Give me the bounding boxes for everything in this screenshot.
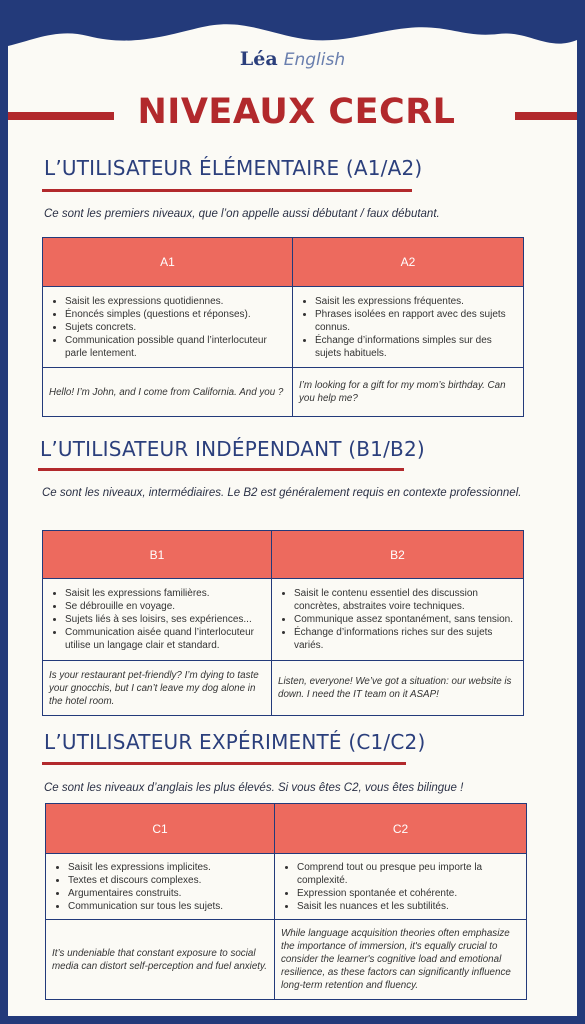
level-header-b1: B1 xyxy=(43,531,272,579)
skills-cell xyxy=(272,579,524,661)
level-table-b xyxy=(42,530,524,716)
list-item: • Saisit les expressions familières. xyxy=(65,587,265,600)
example-sentence: While language acquisition theories often emphasize the importance of immersion, it's equally crucial to consider the learner's cognitive load and emotional resilience, as these factors can significantly influence long-term retention and fluency. xyxy=(275,920,527,1000)
section-heading-independent: L’UTILISATEUR INDÉPENDANT (B1/B2) xyxy=(40,437,425,461)
list-item: • Énoncés simples (questions et réponses). xyxy=(65,308,286,321)
list-item: • Communication aisée quand l’interlocuteur utilise un langage clair et standard. xyxy=(65,626,265,652)
level-table-a xyxy=(42,237,524,417)
section-intro: Ce sont les niveaux d’anglais les plus élevés. Si vous êtes C2, vous êtes bilingue ! xyxy=(44,782,464,794)
list-item: • Sujets liés à ses loisirs, ses expériences... xyxy=(65,613,265,626)
section-intro: Ce sont les premiers niveaux, que l’on appelle aussi débutant / faux débutant. xyxy=(44,208,440,220)
list-item: • Argumentaires construits. xyxy=(68,887,268,900)
level-header-c2: C2 xyxy=(275,804,527,854)
list-item: • Comprend tout ou presque peu importe la complexité. xyxy=(297,861,520,887)
skills-cell xyxy=(275,854,527,920)
section-heading-elementary: L’UTILISATEUR ÉLÉMENTAIRE (A1/A2) xyxy=(44,156,423,180)
section-rule xyxy=(38,468,404,471)
example-sentence: Listen, everyone! We’ve got a situation: our website is down. I need the IT team on it ASAP! xyxy=(272,661,524,716)
skills-cell xyxy=(46,854,275,920)
list-item: • Échange d’informations simples sur des sujets habituels. xyxy=(315,334,517,360)
infographic-card xyxy=(8,0,577,1016)
section-intro: Ce sont les niveaux, intermédiaires. Le B2 est généralement requis en contexte professionnel. xyxy=(42,487,522,499)
list-item: • Saisit les expressions fréquentes. xyxy=(315,295,517,308)
level-header-a1: A1 xyxy=(43,238,293,287)
list-item: • Saisit le contenu essentiel des discussion concrètes, abstraites voire techniques. xyxy=(294,587,517,613)
list-item: • Phrases isolées en rapport avec des sujets connus. xyxy=(315,308,517,334)
list-item: • Communication possible quand l’interlocuteur parle lentement. xyxy=(65,334,286,360)
list-item: • Textes et discours complexes. xyxy=(68,874,268,887)
level-header-a2: A2 xyxy=(293,238,524,287)
list-item: • Saisit les nuances et les subtilités. xyxy=(297,900,520,913)
section-heading-experienced: L’UTILISATEUR EXPÉRIMENTÉ (C1/C2) xyxy=(44,730,426,754)
skills-cell xyxy=(43,579,272,661)
list-item: • Communique assez spontanément, sans tension. xyxy=(294,613,517,626)
list-item: • Sujets concrets. xyxy=(65,321,286,334)
list-item: • Expression spontanée et cohérente. xyxy=(297,887,520,900)
brand-logo xyxy=(8,48,577,70)
list-item: • Se débrouille en voyage. xyxy=(65,600,265,613)
example-sentence: Hello! I’m John, and I come from California. And you ? xyxy=(43,368,293,417)
level-header-b2: B2 xyxy=(272,531,524,579)
level-table-c xyxy=(45,803,527,1000)
page-title: NIVEAUX CECRL xyxy=(137,92,456,132)
list-item: • Communication sur tous les sujets. xyxy=(68,900,268,913)
list-item: • Saisit les expressions quotidiennes. xyxy=(65,295,286,308)
example-sentence: I’m looking for a gift for my mom’s birthday. Can you help me? xyxy=(293,368,524,417)
example-sentence: It’s undeniable that constant exposure to social media can distort self-perception and fuel anxiety. xyxy=(46,920,275,1000)
skills-cell xyxy=(43,287,293,368)
example-sentence: Is your restaurant pet-friendly? I’m dying to taste your gnocchis, but I can’t leave my dog alone in the hotel room. xyxy=(43,661,272,716)
logo-secondary: English xyxy=(283,50,346,70)
list-item: • Échange d’informations riches sur des sujets variés. xyxy=(294,626,517,652)
section-rule xyxy=(42,189,412,192)
skills-cell xyxy=(293,287,524,368)
logo-primary: Léa xyxy=(239,48,278,70)
list-item: • Saisit les expressions implicites. xyxy=(68,861,268,874)
level-header-c1: C1 xyxy=(46,804,275,854)
section-rule xyxy=(42,762,406,765)
